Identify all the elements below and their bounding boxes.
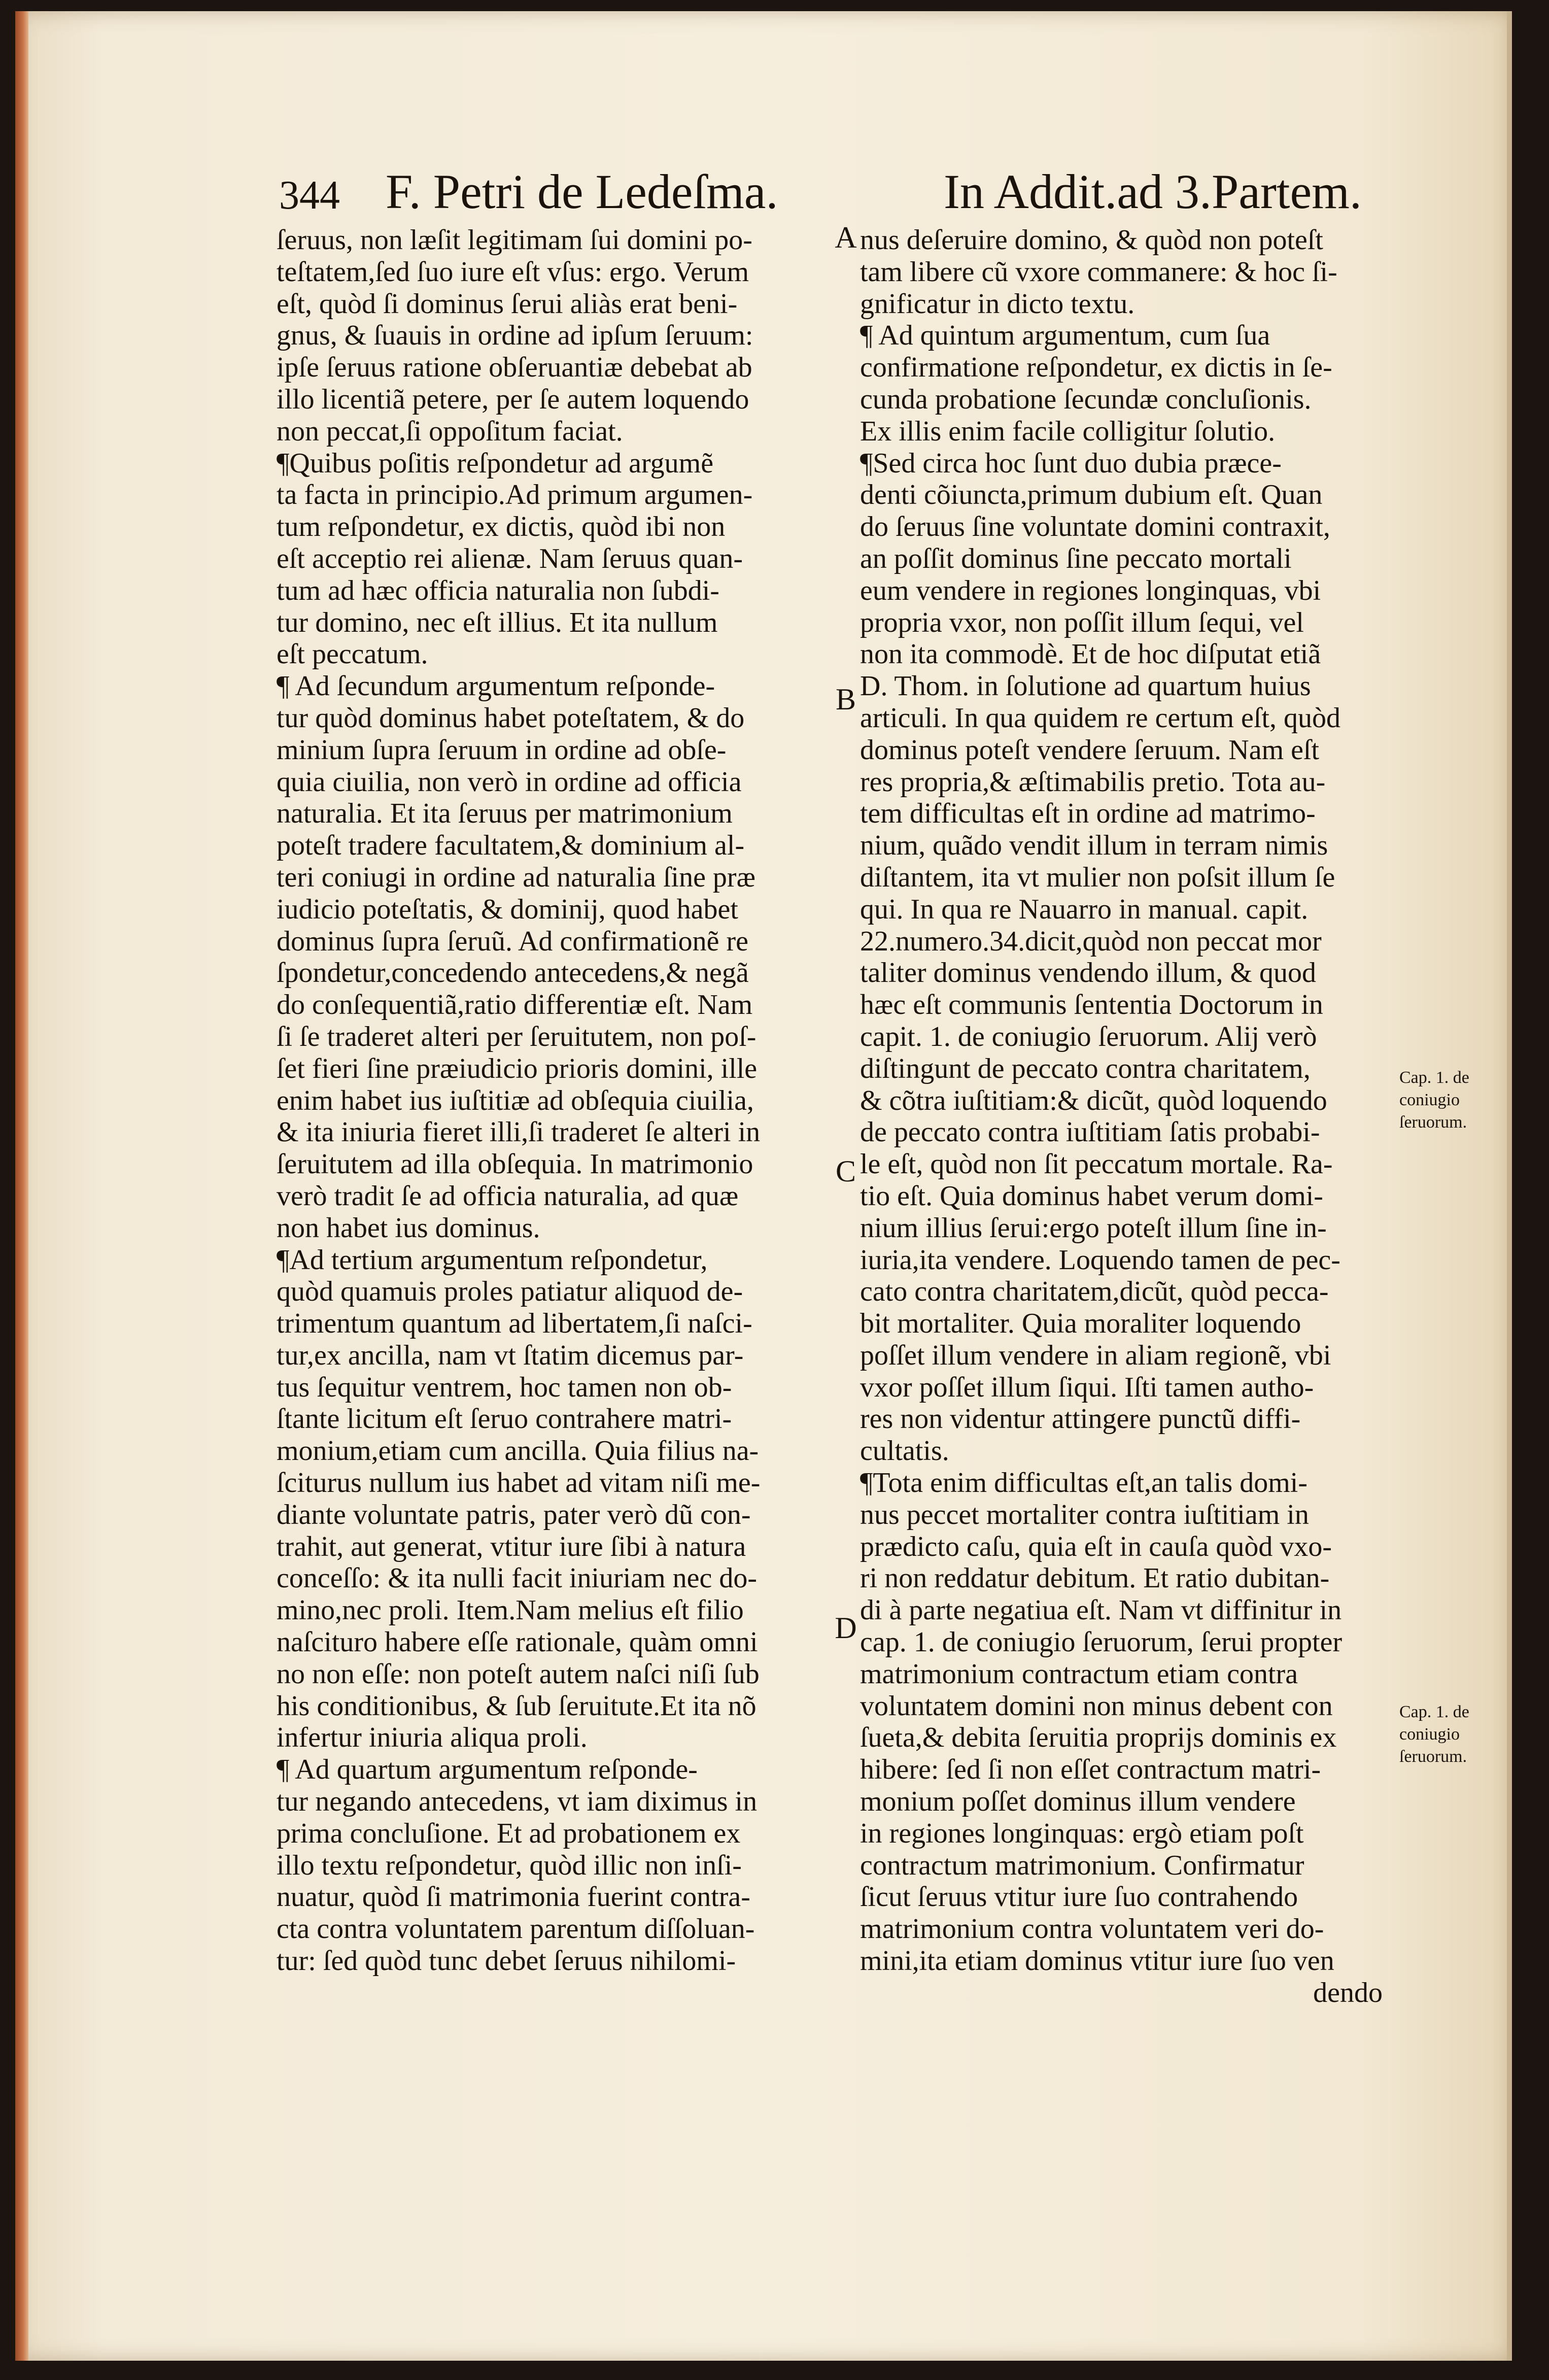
text-line: confirmatione reſpondetur, ex dictis in ſe- <box>860 352 1332 384</box>
text-line: enim habet ius iuſtitiæ ad obſequia ciuilia, <box>277 1084 754 1116</box>
text-line: res non videntur attingere punctũ diffi- <box>860 1403 1301 1435</box>
text-line: trahit, aut generat, vtitur iure ſibi à natura <box>277 1531 746 1562</box>
text-line: diante voluntate patris, pater verò dũ con- <box>277 1499 751 1531</box>
margin-letter-a: A <box>835 221 857 254</box>
text-line: tem difficultas eſt in ordine ad matrimo- <box>860 798 1316 830</box>
text-line: ¶ Ad quintum argumentum, cum ſua <box>860 320 1270 352</box>
text-line: minium ſupra ſeruum in ordine ad obſe- <box>277 734 727 766</box>
text-line: teſtatem,ſed ſuo iure eſt vſus: ergo. Verum <box>277 256 749 288</box>
text-line: ſtante licitum eſt ſeruo contrahere matri- <box>277 1403 732 1435</box>
text-line: conceſſo: & ita nulli facit iniuriam nec do- <box>277 1562 758 1594</box>
text-line: quia ciuilia, non verò in ordine ad officia <box>277 766 742 798</box>
text-line: capit. 1. de coniugio ſeruorum. Alij verò <box>860 1021 1317 1052</box>
text-line: in regiones longinquas: ergò etiam poſt <box>860 1817 1304 1849</box>
text-line: tum ad hæc officia naturalia non ſubdi- <box>277 574 719 606</box>
text-line: prima concluſione. Et ad probationem ex <box>277 1817 741 1849</box>
text-line: no non eſſe: non poteſt autem naſci niſi ſub <box>277 1658 760 1690</box>
text-line: ¶Ad tertium argumentum reſpondetur, <box>277 1244 708 1276</box>
text-line: naturalia. Et ita ſeruus per matrimonium <box>277 798 733 830</box>
text-line: do ſeruus ſine voluntate domini contraxit, <box>860 511 1330 543</box>
running-title-left: F. Petri de Ledeſma. <box>386 164 778 219</box>
text-column-left <box>277 224 830 1977</box>
text-line: tam libere cũ vxore commanere: & hoc ſi- <box>860 256 1337 288</box>
text-line: cato contra charitatem,dicũt, quòd pecca- <box>860 1276 1329 1308</box>
text-line: ſi ſe traderet alteri per ſeruitutem, non poſ- <box>277 1021 756 1052</box>
text-line: tur quòd dominus habet poteſtatem, & do <box>277 702 745 734</box>
text-line: eſt, quòd ſi dominus ſerui aliàs erat beni- <box>277 288 738 320</box>
text-line: hibere: ſed ſi non eſſet contractum matri- <box>860 1754 1321 1786</box>
text-line: nus peccet mortaliter contra iuſtitiam in <box>860 1499 1309 1531</box>
text-line: ſeruus, non læſit legitimam ſui domini po- <box>277 224 752 256</box>
text-line: tum reſpondetur, ex dictis, quòd ibi non <box>277 511 726 543</box>
text-line: cta contra voluntatem parentum diſſoluan- <box>277 1913 755 1945</box>
text-column-right <box>860 224 1413 2009</box>
text-line: ¶Quibus poſitis reſpondetur ad argumẽ <box>277 447 714 479</box>
text-line: cap. 1. de coniugio ſeruorum, ſerui propter <box>860 1626 1343 1658</box>
text-line: poſſet illum vendere in aliam regionẽ, vbi <box>860 1339 1331 1371</box>
text-line: mini,ita etiam dominus vtitur iure ſuo ven <box>860 1945 1334 1977</box>
text-line: contractum matrimonium. Confirmatur <box>860 1849 1304 1881</box>
text-line: nium illius ſerui:ergo poteſt illum ſine in- <box>860 1212 1327 1244</box>
text-line: non peccat,ſi oppoſitum faciat. <box>277 415 623 447</box>
text-line: & cõtra iuſtitiam:& dicũt, quòd loquendo <box>860 1084 1327 1116</box>
text-line: prædicto caſu, quia eſt in cauſa quòd vxo- <box>860 1531 1332 1562</box>
text-line: de peccato contra iuſtitiam ſatis probabi- <box>860 1116 1320 1148</box>
text-line: his conditionibus, & ſub ſeruitute.Et ita nõ <box>277 1690 756 1722</box>
text-line: tus ſequitur ventrem, hoc tamen non ob- <box>277 1371 732 1403</box>
text-line: ſeruitutem ad illa obſequia. In matrimonio <box>277 1148 753 1180</box>
text-line: ¶ Ad ſecundum argumentum reſponde- <box>277 670 715 702</box>
margin-note-1: Cap. 1. de coniugio ſeruorum. <box>1399 1068 1469 1132</box>
text-line: naſcituro habere eſſe rationale, quàm omni <box>277 1626 758 1658</box>
text-line: gnus, & ſuauis in ordine ad ipſum ſeruum: <box>277 320 753 352</box>
text-line: poteſt tradere facultatem,& dominium al- <box>277 830 745 862</box>
text-line: illo licentiã petere, per ſe autem loquendo <box>277 383 749 415</box>
text-line: ¶Sed circa hoc ſunt duo dubia præce- <box>860 447 1282 479</box>
text-line: diſtingunt de peccato contra charitatem, <box>860 1052 1311 1084</box>
text-line: ſpondetur,concedendo antecedens,& negã <box>277 957 749 989</box>
text-line: quòd quamuis proles patiatur aliquod de- <box>277 1276 743 1308</box>
text-line: eum vendere in regiones longinquas, vbi <box>860 574 1321 606</box>
text-line: tio eſt. Quia dominus habet verum domi- <box>860 1180 1323 1212</box>
page-edge-right <box>1507 11 1512 2361</box>
text-line: Ex illis enim facile colligitur ſolutio. <box>860 415 1276 447</box>
text-line: tur,ex ancilla, nam vt ſtatim dicemus par- <box>277 1339 744 1371</box>
text-line: nus deſeruire domino, & quòd non poteſt <box>860 224 1323 256</box>
text-line: ipſe ſeruus ratione obſeruantiæ debebat ab <box>277 352 752 384</box>
text-line: infertur iniuria aliqua proli. <box>277 1722 588 1754</box>
text-line: matrimonium contra voluntatem veri do- <box>860 1913 1324 1945</box>
text-line: teri coniugi in ordine ad naturalia ſine præ <box>277 861 755 893</box>
text-line: tur: ſed quòd tunc debet ſeruus nihilomi- <box>277 1945 736 1977</box>
text-line: illo textu reſpondetur, quòd illic non inſi- <box>277 1849 742 1881</box>
text-line: mino,nec proli. Item.Nam melius eſt filio <box>277 1594 744 1626</box>
text-line: bit mortaliter. Quia moraliter loquendo <box>860 1308 1301 1340</box>
text-line: res propria,& æſtimabilis pretio. Tota au- <box>860 766 1326 798</box>
text-line: monium,etiam cum ancilla. Quia filius na- <box>277 1435 759 1467</box>
catchword: dendo <box>1313 1977 1383 2009</box>
text-line: ta facta in principio.Ad primum argumen- <box>277 479 753 511</box>
text-line: nium, quãdo vendit illum in terram nimis <box>860 830 1328 862</box>
text-line: propria vxor, non poſſit illum ſequi, vel <box>860 606 1304 638</box>
text-line: voluntatem domini non minus debent con <box>860 1690 1333 1722</box>
margin-letter-c: C <box>835 1154 856 1188</box>
text-line: & ita iniuria fieret illi,ſi traderet ſe alteri in <box>277 1116 761 1148</box>
text-line: monium poſſet dominus illum vendere <box>860 1786 1296 1818</box>
text-line: eſt peccatum. <box>277 638 428 670</box>
text-line: ¶ Ad quartum argumentum reſponde- <box>277 1754 698 1786</box>
text-line: iuria,ita vendere. Loquendo tamen de pec- <box>860 1244 1340 1276</box>
text-line: diſtantem, ita vt mulier non poſsit illum ſe <box>860 861 1335 893</box>
text-line: verò tradit ſe ad officia naturalia, ad quæ <box>277 1180 739 1212</box>
text-line: ſueta,& debita ſeruitia proprijs dominis ex <box>860 1722 1337 1754</box>
text-line: vxor poſſet illum ſiqui. Iſti tamen autho- <box>860 1371 1314 1403</box>
text-line: tur negando antecedens, vt iam diximus in <box>277 1786 758 1818</box>
text-line: D. Thom. in ſolutione ad quartum huius <box>860 670 1311 702</box>
text-line: taliter dominus vendendo illum, & quod <box>860 957 1317 989</box>
text-line: non habet ius dominus. <box>277 1212 540 1244</box>
text-line: iudicio poteſtatis, & dominij, quod habet <box>277 893 738 925</box>
text-line: do conſequentiã,ratio differentiæ eſt. Nam <box>277 989 753 1021</box>
text-line: ¶Tota enim difficultas eſt,an talis domi- <box>860 1467 1307 1499</box>
running-title-right: In Addit.ad 3.Partem. <box>944 164 1362 219</box>
text-line: hæc eſt communis ſententia Doctorum in <box>860 989 1323 1021</box>
text-line: 22.numero.34.dicit,quòd non peccat mor <box>860 925 1322 957</box>
text-line: ſet fieri ſine præiudicio prioris domini, ille <box>277 1052 758 1084</box>
book-page <box>15 11 1512 2361</box>
text-line: dominus ſupra ſeruũ. Ad confirmationẽ re <box>277 925 748 957</box>
text-line: ſciturus nullum ius habet ad vitam niſi me- <box>277 1467 761 1499</box>
text-line: tur domino, nec eſt illius. Et ita nullum <box>277 606 718 638</box>
text-line: denti cõiuncta,primum dubium eſt. Quan <box>860 479 1323 511</box>
text-line: trimentum quantum ad libertatem,ſi naſci- <box>277 1308 752 1340</box>
margin-letter-b: B <box>835 683 856 716</box>
text-line: cunda probatione ſecundæ concluſionis. <box>860 383 1312 415</box>
page-number: 344 <box>279 173 340 218</box>
text-line: matrimonium contractum etiam contra <box>860 1658 1298 1690</box>
text-line: ri non reddatur debitum. Et ratio dubitan- <box>860 1562 1330 1594</box>
text-line: qui. In qua re Nauarro in manual. capit. <box>860 893 1309 925</box>
text-line: dominus poteſt vendere ſeruum. Nam eſt <box>860 734 1320 766</box>
text-line: articuli. In qua quidem re certum eſt, quòd <box>860 702 1341 734</box>
text-line: cultatis. <box>860 1435 949 1467</box>
margin-letter-d: D <box>835 1611 857 1645</box>
text-line: le eſt, quòd non ſit peccatum mortale. Ra- <box>860 1148 1333 1180</box>
text-line: non ita commodè. Et de hoc diſputat etiã <box>860 638 1321 670</box>
text-line: eſt acceptio rei alienæ. Nam ſeruus quan- <box>277 542 743 574</box>
text-line: ſicut ſeruus vtitur iure ſuo contrahendo <box>860 1881 1298 1913</box>
page-edge-left <box>15 11 28 2361</box>
text-line: an poſſit dominus ſine peccato mortali <box>860 542 1292 574</box>
page-header <box>15 163 1512 219</box>
text-line: nuatur, quòd ſi matrimonia fuerint contra- <box>277 1881 750 1913</box>
text-line: gnificatur in dicto textu. <box>860 288 1135 320</box>
margin-note-2: Cap. 1. de coniugio ſeruorum. <box>1399 1703 1469 1766</box>
text-line: di à parte negatiua eſt. Nam vt diffinitur in <box>860 1594 1342 1626</box>
